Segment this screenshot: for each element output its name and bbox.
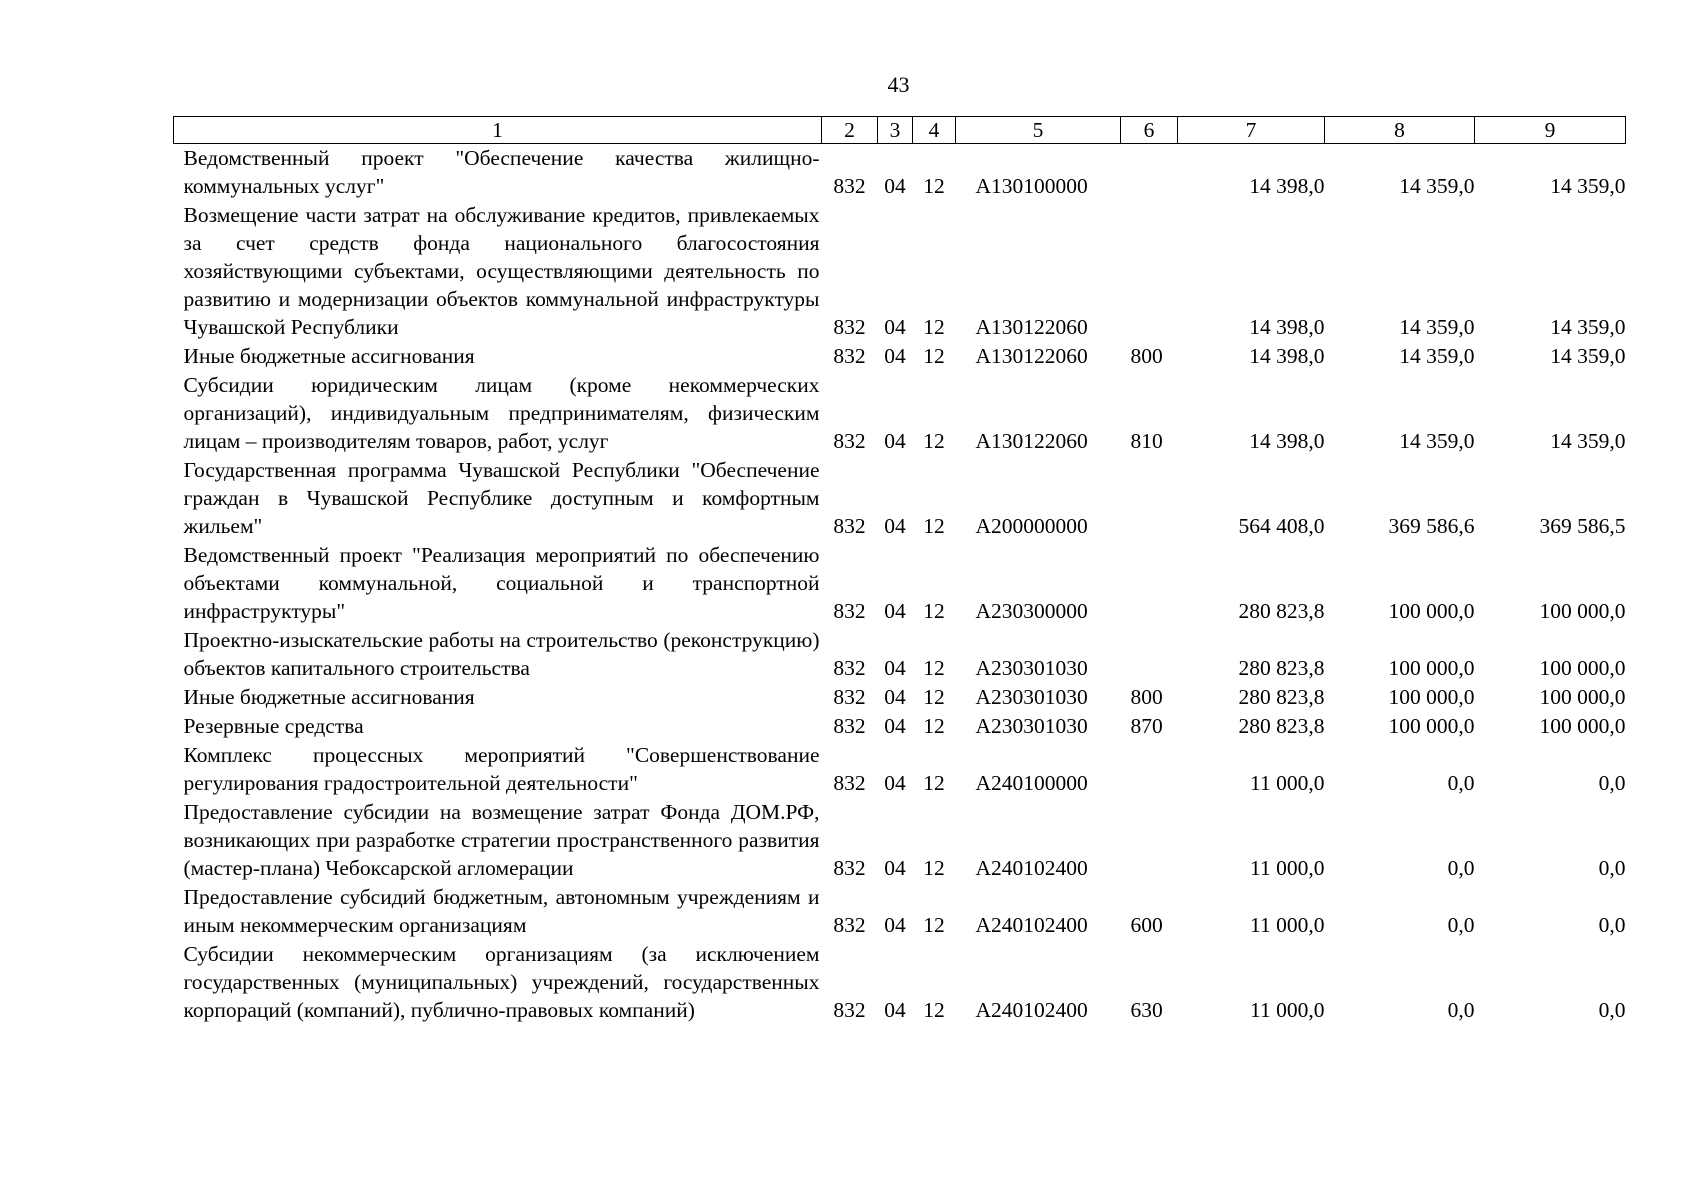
cell-amount-col7: 280 823,8 — [1238, 599, 1325, 623]
cell-amount-col9: 0,0 — [1598, 771, 1626, 795]
cell-name: Предоставление субсидий бюджетным, автономным учреждениям и иным некоммерческим организациям — [183, 885, 820, 937]
cell-grbs: 832 — [833, 514, 866, 538]
cell-section: 04 — [884, 599, 906, 623]
cell-amount-col7: 11 000,0 — [1250, 913, 1325, 937]
cell-amount-col9: 0,0 — [1598, 913, 1626, 937]
header-cell-4: 4 — [913, 117, 956, 144]
header-cell-6: 6 — [1121, 117, 1178, 144]
cell-target-article: А240102400 — [975, 856, 1088, 880]
header-cell-5: 5 — [956, 117, 1121, 144]
cell-subsection: 12 — [923, 514, 945, 538]
cell-amount-col9: 0,0 — [1598, 856, 1626, 880]
cell-amount-col9: 14 359,0 — [1550, 344, 1626, 368]
cell-subsection: 12 — [923, 315, 945, 339]
cell-amount-col9: 100 000,0 — [1539, 599, 1626, 623]
table-row — [174, 201, 1626, 342]
cell-amount-col8: 0,0 — [1447, 913, 1475, 937]
cell-section: 04 — [884, 685, 906, 709]
cell-subsection: 12 — [923, 714, 945, 738]
table-row — [174, 940, 1626, 1025]
table-row — [174, 741, 1626, 798]
cell-amount-col9: 100 000,0 — [1539, 656, 1626, 680]
cell-section: 04 — [884, 998, 906, 1022]
cell-amount-col8: 100 000,0 — [1388, 599, 1475, 623]
cell-name: Государственная программа Чувашской Республики "Обеспечение граждан в Чувашской Республике доступным и комфортным жильем" — [183, 458, 820, 538]
table-row — [174, 371, 1626, 456]
table-row — [174, 626, 1626, 683]
cell-amount-col8: 0,0 — [1447, 856, 1475, 880]
cell-grbs: 832 — [833, 856, 866, 880]
cell-amount-col8: 14 359,0 — [1399, 174, 1475, 198]
header-cell-8: 8 — [1325, 117, 1475, 144]
table-row — [174, 798, 1626, 883]
cell-subsection: 12 — [923, 685, 945, 709]
cell-amount-col7: 11 000,0 — [1250, 771, 1325, 795]
cell-expense-type — [1121, 741, 1178, 798]
cell-expense-type — [1121, 201, 1178, 342]
cell-amount-col9: 100 000,0 — [1539, 714, 1626, 738]
cell-name: Резервные средства — [183, 714, 364, 738]
cell-grbs: 832 — [833, 913, 866, 937]
cell-amount-col7: 14 398,0 — [1249, 344, 1325, 368]
cell-name: Субсидии юридическим лицам (кроме некоммерческих организаций), индивидуальным предпринимателям, физическим лицам – производителям товаров, работ, услуг — [183, 373, 820, 453]
cell-name: Возмещение части затрат на обслуживание кредитов, привлекаемых за счет средств фонда национального благосостояния хозяйствующими субъектами, осуществляющими деятельность по развитию и модернизации объектов коммунальной инфраструктуры Чувашской Республики — [183, 203, 820, 339]
cell-subsection: 12 — [923, 656, 945, 680]
cell-name: Иные бюджетные ассигнования — [183, 344, 475, 368]
cell-amount-col7: 14 398,0 — [1249, 429, 1325, 453]
cell-subsection: 12 — [923, 599, 945, 623]
cell-amount-col9: 14 359,0 — [1550, 429, 1626, 453]
cell-target-article: А240102400 — [975, 913, 1088, 937]
cell-expense-type — [1121, 798, 1178, 883]
header-cell-7: 7 — [1178, 117, 1325, 144]
cell-section: 04 — [884, 771, 906, 795]
header-cell-3: 3 — [878, 117, 913, 144]
cell-name: Ведомственный проект "Реализация мероприятий по обеспечению объектами коммунальной, социальной и транспортной инфраструктуры" — [183, 543, 820, 623]
cell-section: 04 — [884, 429, 906, 453]
cell-grbs: 832 — [833, 315, 866, 339]
cell-expense-type — [1121, 626, 1178, 683]
table-row — [174, 883, 1626, 940]
cell-section: 04 — [884, 714, 906, 738]
cell-amount-col7: 11 000,0 — [1250, 998, 1325, 1022]
cell-section: 04 — [884, 656, 906, 680]
cell-subsection: 12 — [923, 174, 945, 198]
table-header — [174, 117, 1626, 144]
cell-amount-col9: 369 586,5 — [1539, 514, 1626, 538]
cell-section: 04 — [884, 913, 906, 937]
cell-amount-col8: 100 000,0 — [1388, 656, 1475, 680]
cell-expense-type — [1121, 144, 1178, 202]
page-number: 43 — [887, 72, 910, 97]
cell-name: Ведомственный проект "Обеспечение качества жилищно-коммунальных услуг" — [183, 146, 820, 198]
table-row — [174, 342, 1626, 371]
cell-target-article: А130100000 — [975, 174, 1088, 198]
cell-name: Субсидии некоммерческим организациям (за исключением государственных (муниципальных) учреждений, государственных корпораций (компаний), публично-правовых компаний) — [183, 942, 820, 1022]
cell-expense-type: 800 — [1130, 685, 1163, 709]
budget-table — [173, 116, 1626, 1025]
cell-grbs: 832 — [833, 998, 866, 1022]
cell-grbs: 832 — [833, 685, 866, 709]
cell-amount-col9: 100 000,0 — [1539, 685, 1626, 709]
cell-subsection: 12 — [923, 998, 945, 1022]
cell-amount-col9: 14 359,0 — [1550, 315, 1626, 339]
cell-amount-col8: 0,0 — [1447, 771, 1475, 795]
cell-amount-col7: 280 823,8 — [1238, 714, 1325, 738]
cell-expense-type: 800 — [1130, 344, 1163, 368]
table-body — [174, 144, 1626, 1026]
cell-name: Проектно-изыскательские работы на строительство (реконструкцию) объектов капитального строительства — [183, 628, 820, 680]
cell-expense-type: 870 — [1130, 714, 1163, 738]
cell-amount-col9: 0,0 — [1598, 998, 1626, 1022]
cell-target-article: А240100000 — [975, 771, 1088, 795]
cell-target-article: А230301030 — [975, 656, 1088, 680]
cell-amount-col7: 280 823,8 — [1238, 685, 1325, 709]
cell-amount-col8: 14 359,0 — [1399, 315, 1475, 339]
table-row — [174, 683, 1626, 712]
cell-amount-col8: 14 359,0 — [1399, 429, 1475, 453]
cell-subsection: 12 — [923, 856, 945, 880]
cell-subsection: 12 — [923, 429, 945, 453]
table-row — [174, 144, 1626, 202]
table-row — [174, 541, 1626, 626]
cell-amount-col8: 100 000,0 — [1388, 714, 1475, 738]
cell-target-article: А230301030 — [975, 714, 1088, 738]
header-cell-1: 1 — [174, 117, 822, 144]
cell-subsection: 12 — [923, 913, 945, 937]
cell-target-article: А230300000 — [975, 599, 1088, 623]
cell-name: Предоставление субсидии на возмещение затрат Фонда ДОМ.РФ, возникающих при разработке стратегии пространственного развития (мастер-плана) Чебоксарской агломерации — [183, 800, 820, 880]
cell-target-article: А240102400 — [975, 998, 1088, 1022]
cell-expense-type: 810 — [1130, 429, 1163, 453]
cell-expense-type: 630 — [1130, 998, 1163, 1022]
cell-amount-col8: 100 000,0 — [1388, 685, 1475, 709]
cell-amount-col7: 14 398,0 — [1249, 174, 1325, 198]
cell-subsection: 12 — [923, 771, 945, 795]
cell-target-article: А230301030 — [975, 685, 1088, 709]
cell-target-article: А130122060 — [975, 315, 1088, 339]
cell-grbs: 832 — [833, 714, 866, 738]
cell-section: 04 — [884, 174, 906, 198]
header-row — [174, 117, 1626, 144]
cell-grbs: 832 — [833, 174, 866, 198]
cell-amount-col8: 369 586,6 — [1388, 514, 1475, 538]
cell-target-article: А130122060 — [975, 344, 1088, 368]
cell-amount-col7: 564 408,0 — [1238, 514, 1325, 538]
cell-target-article: А200000000 — [975, 514, 1088, 538]
cell-amount-col9: 14 359,0 — [1550, 174, 1626, 198]
cell-grbs: 832 — [833, 656, 866, 680]
cell-section: 04 — [884, 514, 906, 538]
cell-target-article: А130122060 — [975, 429, 1088, 453]
cell-grbs: 832 — [833, 429, 866, 453]
cell-expense-type — [1121, 541, 1178, 626]
cell-amount-col7: 14 398,0 — [1249, 315, 1325, 339]
cell-expense-type: 600 — [1130, 913, 1163, 937]
cell-section: 04 — [884, 856, 906, 880]
cell-expense-type — [1121, 456, 1178, 541]
cell-subsection: 12 — [923, 344, 945, 368]
cell-grbs: 832 — [833, 771, 866, 795]
cell-grbs: 832 — [833, 344, 866, 368]
table-row — [174, 712, 1626, 741]
header-cell-9: 9 — [1475, 117, 1626, 144]
cell-section: 04 — [884, 344, 906, 368]
cell-name: Комплекс процессных мероприятий "Совершенствование регулирования градостроительной деятельности" — [183, 743, 820, 795]
cell-amount-col8: 14 359,0 — [1399, 344, 1475, 368]
table-row — [174, 456, 1626, 541]
cell-amount-col8: 0,0 — [1447, 998, 1475, 1022]
cell-grbs: 832 — [833, 599, 866, 623]
header-cell-2: 2 — [822, 117, 878, 144]
cell-amount-col7: 11 000,0 — [1250, 856, 1325, 880]
cell-section: 04 — [884, 315, 906, 339]
cell-name: Иные бюджетные ассигнования — [183, 685, 475, 709]
cell-amount-col7: 280 823,8 — [1238, 656, 1325, 680]
